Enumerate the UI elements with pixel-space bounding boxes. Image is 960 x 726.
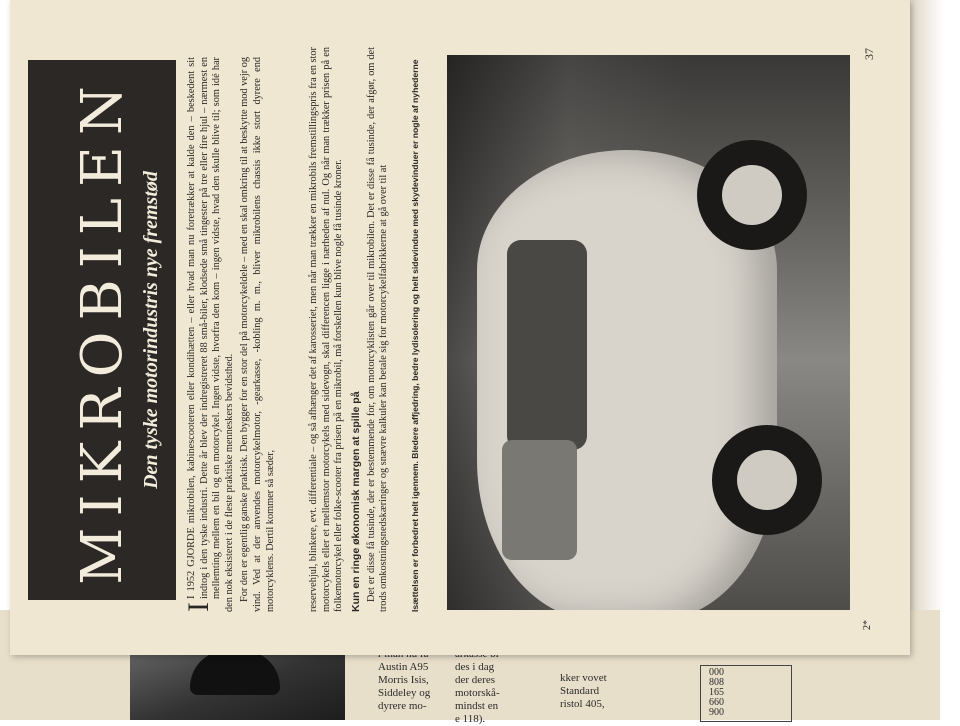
lower-page-price-box bbox=[700, 665, 792, 722]
lower-page-text-c bbox=[560, 672, 607, 711]
magazine-page bbox=[10, 0, 910, 655]
drop-cap: I bbox=[182, 602, 215, 612]
signature-mark: 2* bbox=[862, 620, 873, 630]
paragraph: I 1952 GJORDE mikrobilen, kabinescooteren eller kondihætten – eller hvad man nu foretrækker at kalde den – beskedent sit indtog i den tyske industri. Dette år blev der indregistreret 88 små-biler, klodsede små tingester på tre eller fire hjul – nærmest en mellemting mellem en bil og en motorcykel. Ingen vidste, hvorfra den kom – ingen vidste, hvad den skulle blive til; som idé har den nok eksisteret i de fleste praktiske menneskers bevidsthed. bbox=[186, 57, 235, 612]
star-ornament: ★ bbox=[135, 78, 148, 94]
text-line: ristol 405, bbox=[560, 698, 605, 710]
text-line: Morris Isis, bbox=[378, 674, 429, 686]
text-line: 900 bbox=[709, 707, 724, 718]
car-photo bbox=[447, 55, 850, 610]
car-wheel bbox=[697, 140, 807, 250]
paragraph: For den er egentlig ganske praktisk. Den bygger for en stor del på motorcykeldele – med en skal omkring til at beskytte mod vejr og vind. Ved at der anvendes motorcykelmotor, -gearkasse, -kobling m. m., bliver mikrobilens chassis ikke stort dyrere end motorcyklens. Dertil kommer så sæder, bbox=[239, 57, 276, 612]
price-box-values bbox=[709, 668, 724, 718]
article-column-1 bbox=[182, 57, 304, 612]
text-line: kker vovet bbox=[560, 672, 607, 684]
section-heading: Kun en ringe økonomisk margen at spille på bbox=[349, 391, 362, 612]
text-line: motorskå- bbox=[455, 687, 500, 699]
text-line: 660 bbox=[709, 697, 724, 708]
text-line: 165 bbox=[709, 687, 724, 698]
text-line: mindst en bbox=[455, 700, 499, 712]
car-wheel bbox=[712, 425, 822, 535]
photo-caption: Isættelsen er forbedret helt igennem. Bledere affjedring, bedre lydisolering og helt sidevindue med skydevinduer er nogle af nyhederne bbox=[410, 59, 420, 612]
title-block bbox=[28, 60, 176, 600]
text-line: dyrere mo- bbox=[378, 700, 427, 712]
article-title: MIKROBILEN bbox=[70, 75, 135, 585]
text-line: Siddeley og bbox=[378, 687, 431, 699]
car-window bbox=[507, 240, 587, 450]
star-ornament: ★ bbox=[135, 560, 148, 576]
text-line: 000 bbox=[709, 667, 724, 678]
car-window bbox=[502, 440, 577, 560]
paragraph: reservehjul, blinkere, evt. differentiale – og så afhænger det af karosseriet, men når man trækker en mikrobils fremstillingspris fra en stor motorcykels eller et mellemstor motorcykels med sidevogn, skal differencen ligge i nærheden af nul. Og når man trækker prisen på en folkemotorcykel eller folke-scooter fra prisen på en mikrobil, må forskellen kun blive nogle få tusinde kroner. bbox=[308, 47, 345, 612]
page-number: 37 bbox=[862, 48, 876, 60]
text-line: 808 bbox=[709, 677, 724, 688]
text-line: Austin A95 bbox=[378, 661, 429, 673]
text-line: e 118). bbox=[455, 713, 486, 725]
text-line: Standard bbox=[560, 685, 600, 697]
text-line: der deres bbox=[455, 674, 496, 686]
article-subtitle: Den tyske motorindustris nye fremstød bbox=[140, 171, 162, 489]
paragraph: Det er disse få tusinde, der er bestemmende for, om motorcyklisten går over til mikrobilen. Det er disse få tusinde, der afgør, om det trods omkostningsnedskæringer og snævre kalkuler kan betale sig for motorcykelfabrikkerne at gå over til at bbox=[365, 47, 390, 612]
text-line: des i dag bbox=[455, 661, 495, 673]
